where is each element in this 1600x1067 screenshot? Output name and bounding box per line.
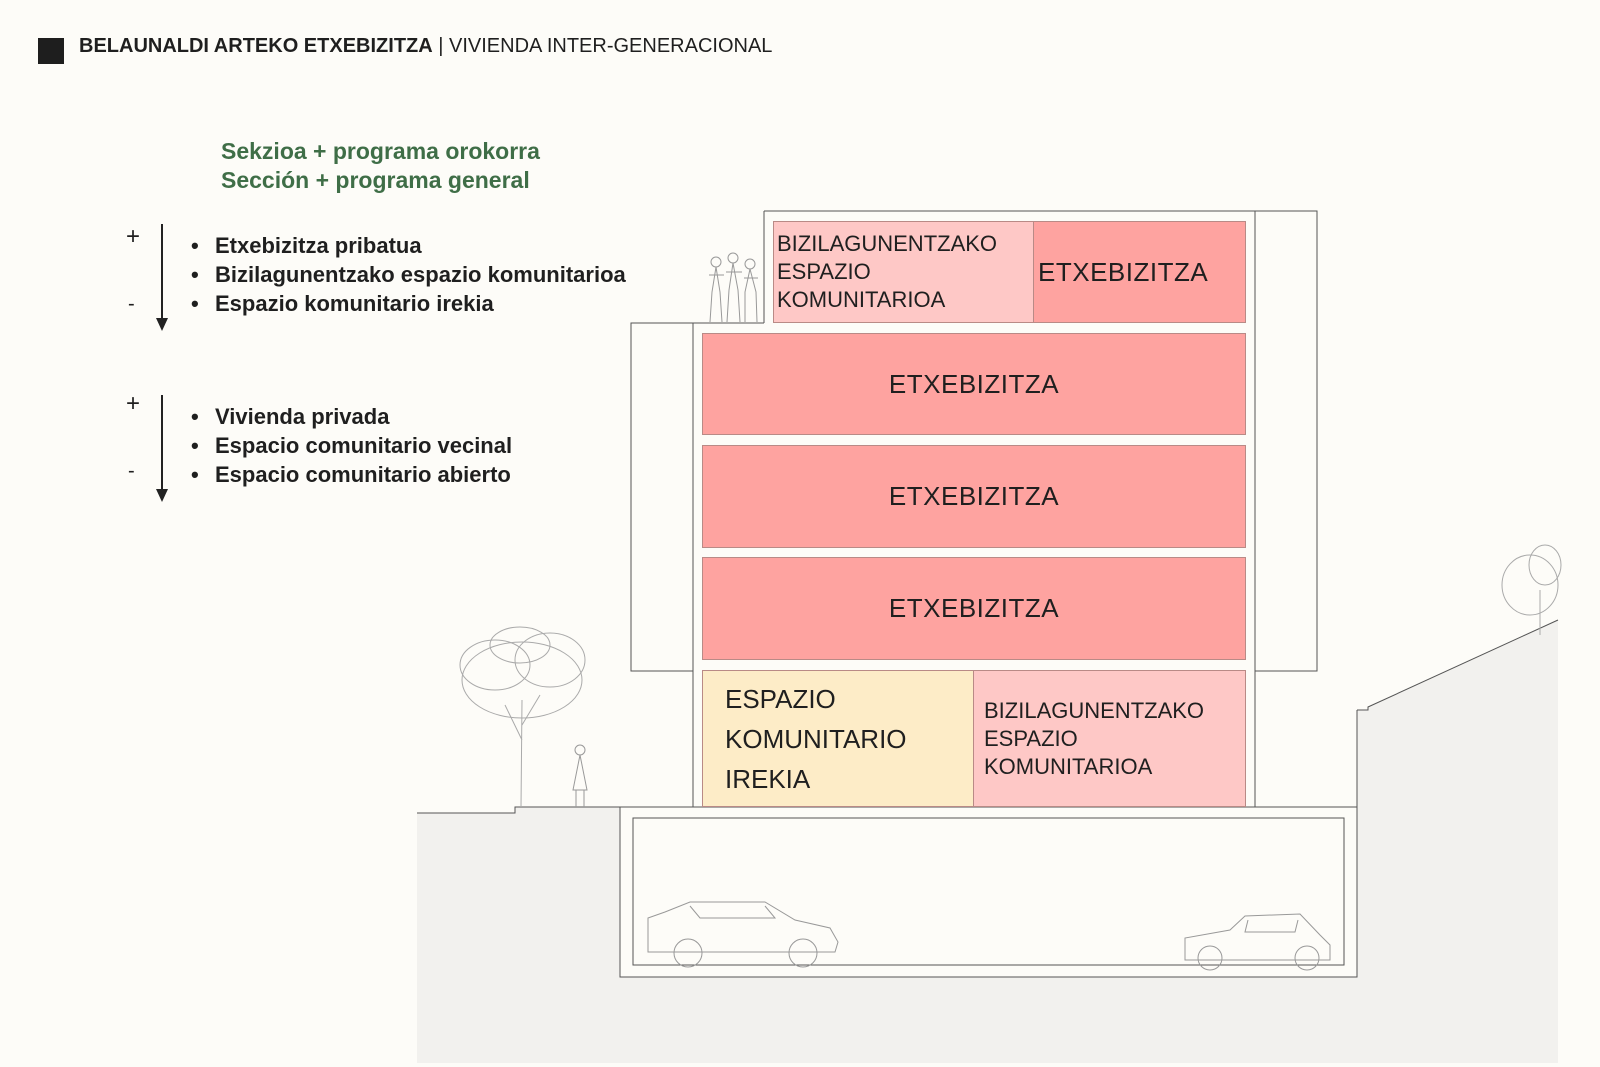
room-label: ETXEBIZITZA — [888, 368, 1060, 399]
upper-slab-right — [1255, 211, 1317, 671]
room-label-line: ESPAZIO — [984, 725, 1078, 751]
legend-eu-minus: - — [128, 293, 135, 315]
person-sketch — [573, 745, 587, 807]
room-label: ETXEBIZITZA — [1038, 256, 1209, 287]
room-label-line: ESPAZIO — [725, 683, 836, 714]
room-ground-neighbour-space — [973, 670, 1246, 807]
room-top-home — [1033, 221, 1246, 323]
legend-es-item: • Espacio comunitario abierto — [191, 460, 512, 489]
legend-eu-item: • Etxebizitza pribatua — [191, 231, 626, 260]
tree-sketch-left — [460, 627, 585, 807]
room-label-line: KOMUNITARIO — [725, 723, 907, 754]
room-floor2-home — [702, 445, 1246, 548]
tree-sketch-right — [1502, 545, 1561, 635]
legend-eu — [191, 231, 626, 318]
legend-es-minus: - — [128, 460, 135, 482]
legend-eu-arrow-down-icon — [156, 318, 168, 331]
room-floor1-home — [702, 557, 1246, 660]
room-label: ETXEBIZITZA — [888, 593, 1060, 623]
legend-eu-item: • Bizilagunentzako espazio komunitarioa — [191, 260, 626, 289]
garage-inner — [633, 818, 1344, 965]
legend-eu-item: • Espazio komunitario irekia — [191, 289, 626, 318]
people-sketch — [709, 253, 758, 322]
legend-es-arrow-down-icon — [156, 489, 168, 502]
page-header — [79, 35, 772, 58]
upper-slab-left — [631, 323, 693, 671]
legend-es-item: • Vivienda privada — [191, 402, 512, 431]
room-label: ETXEBIZITZA — [888, 481, 1060, 511]
room-label-line: BIZILAGUNENTZAKO — [777, 231, 998, 256]
legend-es-plus: + — [126, 390, 141, 417]
legend-eu-plus: + — [126, 223, 141, 250]
room-label-line: ESPAZIO — [777, 259, 871, 284]
section-title — [221, 137, 540, 195]
room-label-line: BIZILAGUNENTZAKO — [984, 697, 1205, 723]
room-ground-open-space — [702, 670, 974, 807]
room-floor3-home — [702, 333, 1246, 435]
legend-es-arrow-line — [161, 395, 163, 490]
header-title-bold: BELAUNALDI ARTEKO ETXEBIZITZA — [79, 35, 433, 57]
section-title-es: Sección + programa general — [221, 167, 530, 193]
room-label-line: KOMUNITARIOA — [777, 287, 946, 312]
legend-eu-arrow-line — [161, 224, 163, 319]
section-title-eu: Sekzioa + programa orokorra — [221, 138, 540, 164]
room-label-line: KOMUNITARIOA — [984, 753, 1153, 779]
room-label-line: IREKIA — [725, 763, 811, 794]
room-top-neighbour-space — [773, 221, 1034, 323]
header-separator: | — [432, 35, 450, 57]
legend-es — [191, 402, 512, 489]
header-title-regular: VIVIENDA INTER-GENERACIONAL — [449, 35, 773, 57]
header-square-icon — [38, 38, 64, 64]
legend-es-item: • Espacio comunitario vecinal — [191, 431, 512, 460]
